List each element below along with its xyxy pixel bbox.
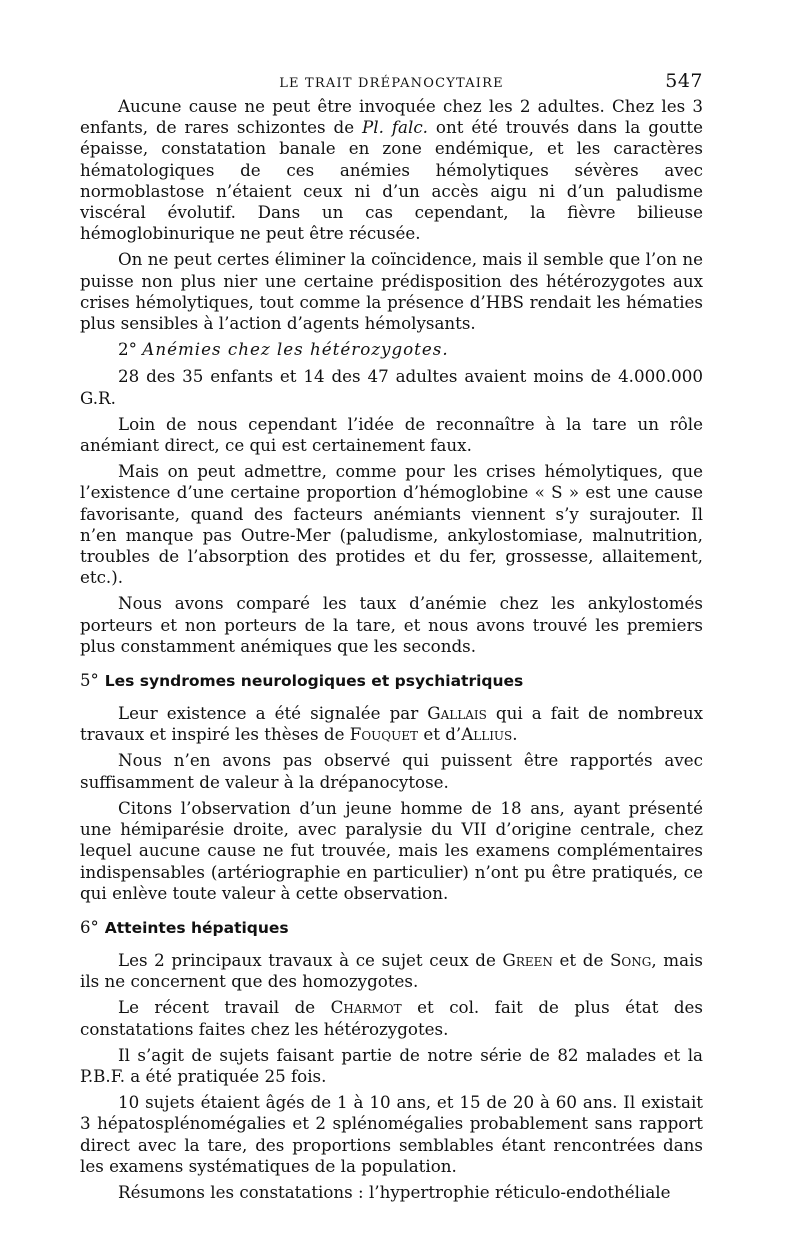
page-number: 547	[665, 70, 703, 92]
page-body	[80, 70, 703, 1208]
paragraph: Nous avons comparé les taux d’anémie chez les ankylostomés porteurs et non porteurs de la tare, et nous avons trouvé les premiers plus constamment anémiques que les seconds.	[80, 593, 703, 656]
text-run: ont été trouvés dans la goutte épaisse, constatation banale en zone endémique, et les caractères hématologiques de ces anémies hémolytiques sévères avec normoblastose n’étaient ceux ni d’un accès aigu ni d’un paludisme viscéral évolutif. Dans un cas cependant, la fièvre bilieuse hémoglobinurique ne peut être récusée.	[80, 117, 703, 244]
paragraph: Citons l’observation d’un jeune homme de 18 ans, ayant présenté une hémiparésie droite, avec paralysie du VII d’origine centrale, chez lequel aucune cause ne fut trouvée, mais les examens complémentaires indispensables (artériographie en particulier) n’ont pu être pratiqués, ce qui enlève toute valeur à cette observation.	[80, 797, 703, 903]
running-head	[80, 70, 703, 96]
text-run: et d’	[418, 724, 462, 745]
subsection-title: Anémies chez les hétérozygotes.	[142, 339, 449, 360]
running-title: LE TRAIT DRÉPANOCYTAIRE	[279, 76, 504, 91]
subsection-heading	[80, 339, 703, 360]
section-number: 5°	[80, 671, 99, 691]
text-run: et de	[552, 949, 610, 970]
text-run: qui a fait de nombreux travaux et inspiré les thèses de	[80, 703, 703, 745]
section-number: 6°	[80, 917, 99, 937]
text-run: , mais ils ne concernent que des homozygotes.	[80, 949, 703, 992]
text-run: Les 2 principaux travaux à ce sujet ceux de	[118, 949, 503, 970]
author-name: Green	[502, 949, 553, 970]
section-heading	[80, 918, 703, 938]
text-run: .	[512, 724, 518, 745]
author-name: Fouquet	[349, 724, 419, 745]
text-run: Le récent travail de	[118, 997, 331, 1018]
paragraph: Il s’agit de sujets faisant partie de notre série de 82 malades et la P.B.F. a été pratiquée 25 fois.	[80, 1044, 703, 1086]
text-run: Leur existence a été signalée par	[118, 703, 428, 724]
text-run: Aucune cause ne peut être invoquée chez les 2 adultes. Chez les 3 enfants, de rares schizontes de	[80, 96, 703, 138]
section-title: Les syndromes neurologiques et psychiatriques	[104, 672, 524, 691]
section-heading	[80, 671, 703, 691]
italic-term: Pl. falc.	[362, 117, 428, 138]
section-title: Atteintes hépatiques	[104, 918, 289, 937]
paragraph: Résumons les constatations : l’hypertrophie réticulo-endothéliale	[118, 1181, 671, 1202]
author-name: Song	[609, 949, 652, 970]
text-run: et col. fait de plus état des constatations faites chez les hétérozygotes.	[80, 997, 703, 1039]
paragraph: On ne peut certes éliminer la coïncidence, mais il semble que l’on ne puisse non plus nier une certaine prédisposition des hétérozygotes aux crises hémolytiques, tout comme la présence d’HBS rendait les hématies plus sensibles à l’action d’agents hémolysants.	[80, 249, 703, 334]
paragraph: 10 sujets étaient âgés de 1 à 10 ans, et 15 de 20 à 60 ans. Il existait 3 hépatosplénomégalies et 2 splénomégalies probablement sans rapport direct avec la tare, des proportions semblables étant rencontrées dans les examens systématiques de la population.	[80, 1092, 703, 1176]
paragraph	[80, 96, 703, 244]
author-name: Gallais	[427, 703, 487, 724]
paragraph: Mais on peut admettre, comme pour les crises hémolytiques, que l’existence d’une certaine proportion d’hémoglobine « S » est une cause favorisante, quand des facteurs anémiants viennent s’y surajouter. Il n’en manque pas Outre-Mer (paludisme, ankylostomiase, malnutrition, troubles de l’absorption des protides et du fer, grossesse, allaitement, etc.).	[80, 461, 703, 588]
author-name: Allius	[461, 724, 513, 745]
author-name: Charmot	[330, 997, 402, 1018]
paragraph	[80, 703, 703, 745]
paragraph	[80, 997, 703, 1039]
paragraph: 28 des 35 enfants et 14 des 47 adultes avaient moins de 4.000.000 G.R.	[80, 366, 703, 408]
paragraph: Loin de nous cependant l’idée de reconnaître à la tare un rôle anémiant direct, ce qui est certainement faux.	[80, 413, 703, 456]
paragraph: Nous n’en avons pas observé qui puissent être rapportés avec suffisamment de valeur à la drépanocytose.	[80, 750, 703, 792]
paragraph	[80, 950, 703, 992]
subsection-number: 2°	[118, 339, 137, 360]
